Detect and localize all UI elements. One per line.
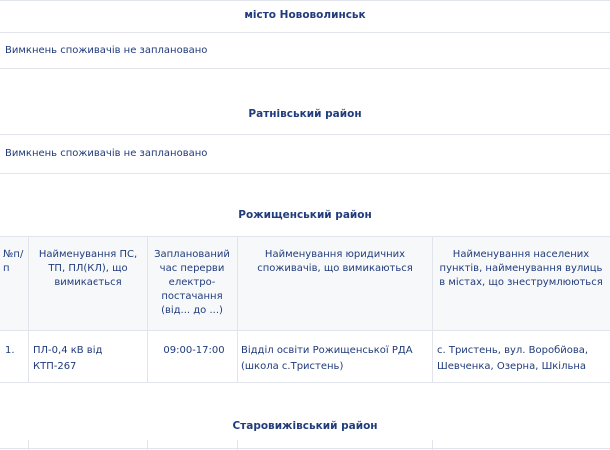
district-heading-ratne: Ратнівський район (248, 108, 362, 120)
no-outages-message: Вимкнень споживачів не заплановано (5, 45, 208, 56)
row-line: ПЛ-0,4 кВ від КТП-267 (33, 345, 103, 372)
district-heading-novovolynsk: місто Нововолинськ (244, 9, 366, 21)
row-locations: с. Тристень, вул. Воробйова, Шевченка, Озерна, Шкільна (437, 345, 589, 372)
no-outages-message: Вимкнень споживачів не заплановано (5, 148, 208, 159)
table-header-line: Найменування ПС, ТП, ПЛ(КЛ), що вимикається (38, 249, 138, 288)
row-number: 1. (5, 345, 15, 356)
district-heading-rozhyshche: Рожищенський район (238, 209, 372, 221)
row-time: 09:00-17:00 (163, 345, 225, 356)
table-header-number: №п/п (3, 249, 24, 274)
table-header-locations: Найменування населених пунктів, найменування вулиць в містах, що знеструмлюються (439, 249, 603, 288)
table-header-time: Запланований час перерви електро-постачання (від... до ...) (154, 249, 230, 316)
row-consumer: Відділ освіти Рожищенської РДА (школа с.Тристень) (241, 345, 413, 372)
district-heading-stara-vyzhivka: Старовижівський район (232, 420, 378, 432)
table-header-consumers: Найменування юридичних споживачів, що вимикаються (257, 249, 413, 274)
